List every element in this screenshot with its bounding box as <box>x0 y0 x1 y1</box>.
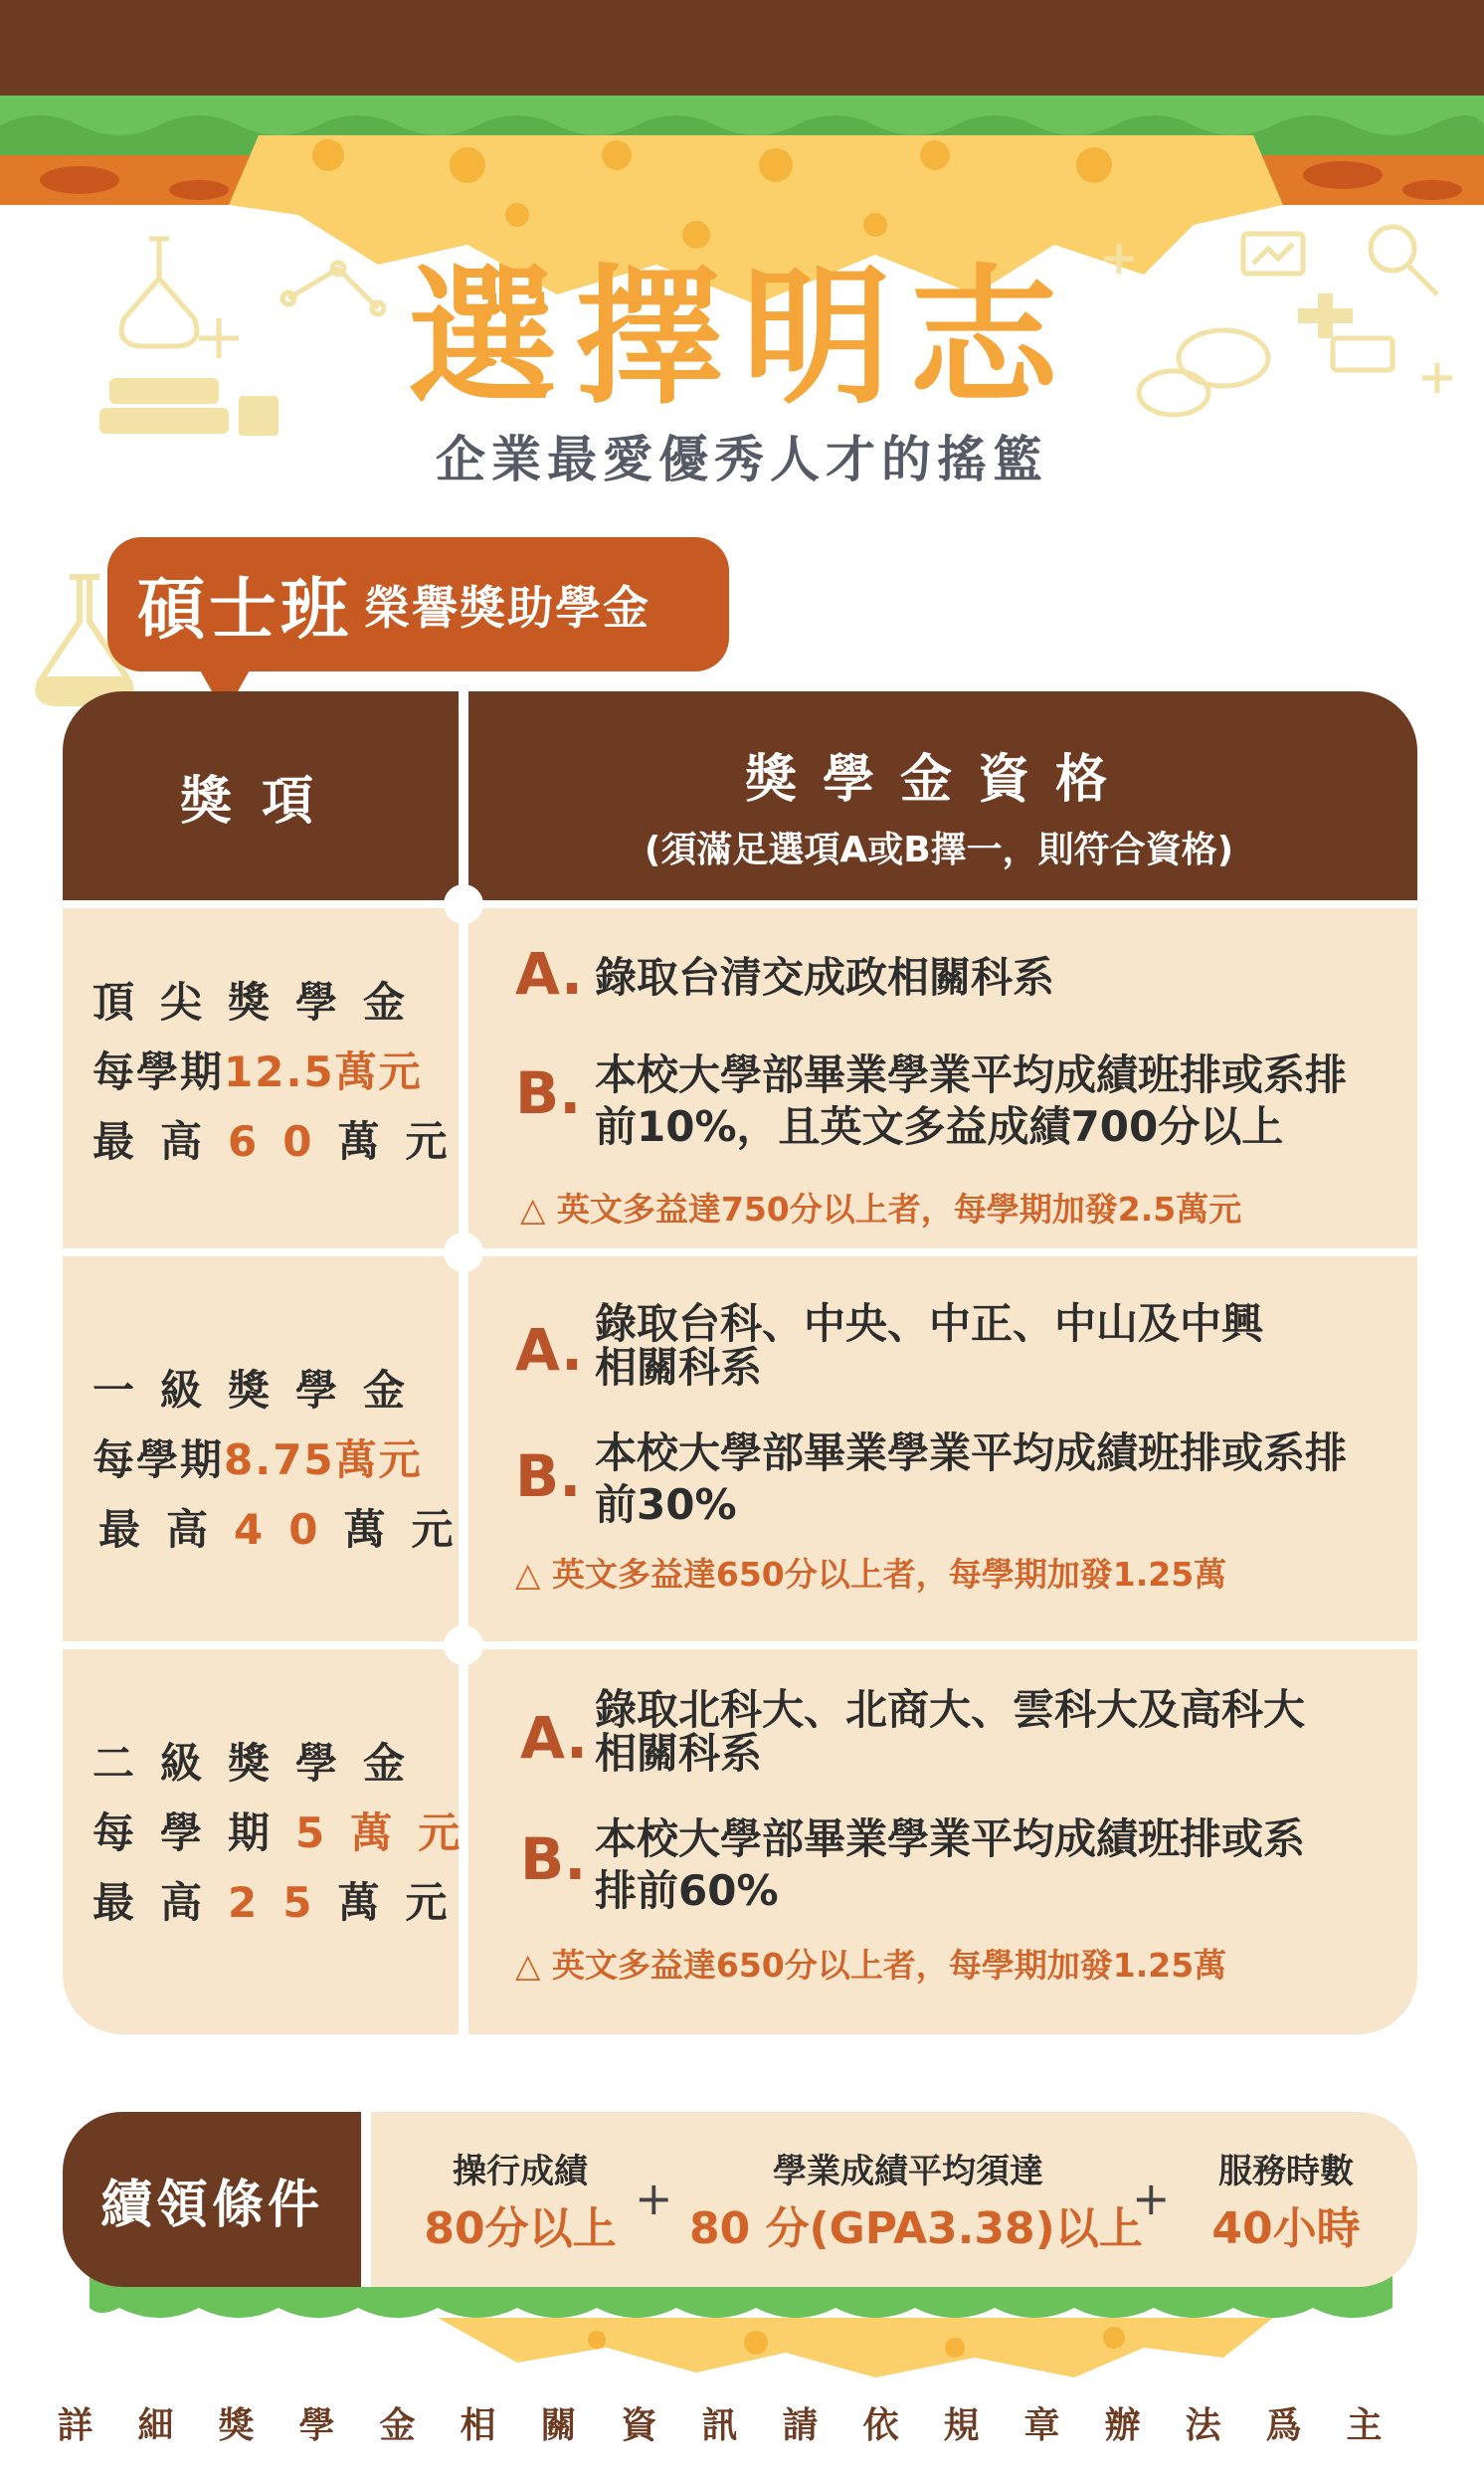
award-name-top: 頂尖獎學金 <box>93 978 432 1027</box>
renewal-item-grade: 學業成績平均須達 80 分(GPA3.38)以上 <box>689 2152 1143 2254</box>
renewal-conditions <box>63 2112 1417 2287</box>
table-header-qualification <box>461 691 1417 900</box>
divider-dot <box>444 1625 483 1665</box>
toeic-bonus-note: △ 英文多益達650分以上者，每學期加發1.25萬 <box>515 1946 1227 1985</box>
renewal-label: 續領條件 <box>63 2112 361 2287</box>
divider-dot <box>444 884 483 924</box>
top-banner-bar <box>0 0 1484 95</box>
award-per-semester: 每學期12.5萬元 <box>93 1047 423 1096</box>
scholarship-table <box>63 691 1417 2034</box>
qualification-title: 獎學金資格 <box>744 750 1133 810</box>
footer-note: 詳細獎學金相關資訊請依規章辦法爲主 <box>57 2405 1427 2446</box>
option-a-text: 錄取台清交成政相關科系 <box>595 953 1055 1002</box>
program-tag-main: 碩士班 <box>137 571 353 650</box>
option-a-letter: A. <box>515 940 583 1008</box>
toeic-bonus-note: △ 英文多益達750分以上者，每學期加發2.5萬元 <box>520 1190 1242 1229</box>
option-b-text: 本校大學部畢業學業平均成績班排或系排 前30% <box>595 1428 1348 1529</box>
qualification-subtitle: (須滿足選項A或B擇一，則符合資格) <box>644 830 1234 870</box>
award-per-semester: 每學期8.75萬元 <box>93 1435 423 1484</box>
option-b-letter: B. <box>520 1825 587 1893</box>
renewal-item-service: 服務時數 40小時 <box>1211 2152 1361 2254</box>
table-header-award: 獎項 <box>179 771 343 832</box>
page-title: 選擇明志 <box>407 252 1076 425</box>
award-max: 最高60萬元 <box>93 1117 473 1166</box>
row-divider <box>63 900 1417 908</box>
plus-sign: + <box>635 2172 673 2225</box>
award-name-second: 二級獎學金 <box>93 1739 432 1788</box>
option-b-letter: B. <box>515 1442 582 1510</box>
renewal-item-conduct: 操行成績 80分以上 <box>424 2152 617 2254</box>
program-tag-sub: 榮譽獎助學金 <box>364 580 651 635</box>
option-a-text: 錄取北科大、北商大、雲科大及高科大 相關科系 <box>595 1685 1306 1778</box>
award-per-semester: 每學期5萬元 <box>93 1808 486 1857</box>
option-b-text: 本校大學部畢業學業平均成績班排或系排 前10%，且英文多益成績700分以上 <box>595 1050 1348 1151</box>
option-a-letter: A. <box>520 1704 588 1772</box>
award-max: 最高40萬元 <box>98 1505 479 1554</box>
divider-dot <box>444 1233 483 1272</box>
plus-sign: + <box>1132 2172 1171 2225</box>
option-b-text: 本校大學部畢業學業平均成績班排或系 排前60% <box>595 1814 1306 1915</box>
page-subtitle: 企業最愛優秀人才的搖籃 <box>436 431 1048 488</box>
option-b-letter: B. <box>515 1059 582 1127</box>
option-a-letter: A. <box>515 1316 583 1384</box>
row-divider <box>63 1641 1417 1649</box>
renewal-divider <box>361 2112 371 2287</box>
option-a-text: 錄取台科、中央、中正、中山及中興 相關科系 <box>595 1299 1264 1392</box>
award-max: 最高25萬元 <box>93 1878 473 1927</box>
award-name-first: 一級獎學金 <box>93 1366 432 1415</box>
row-divider <box>63 1248 1417 1256</box>
toeic-bonus-note: △ 英文多益達650分以上者，每學期加發1.25萬 <box>515 1555 1227 1594</box>
program-tag <box>107 537 729 671</box>
